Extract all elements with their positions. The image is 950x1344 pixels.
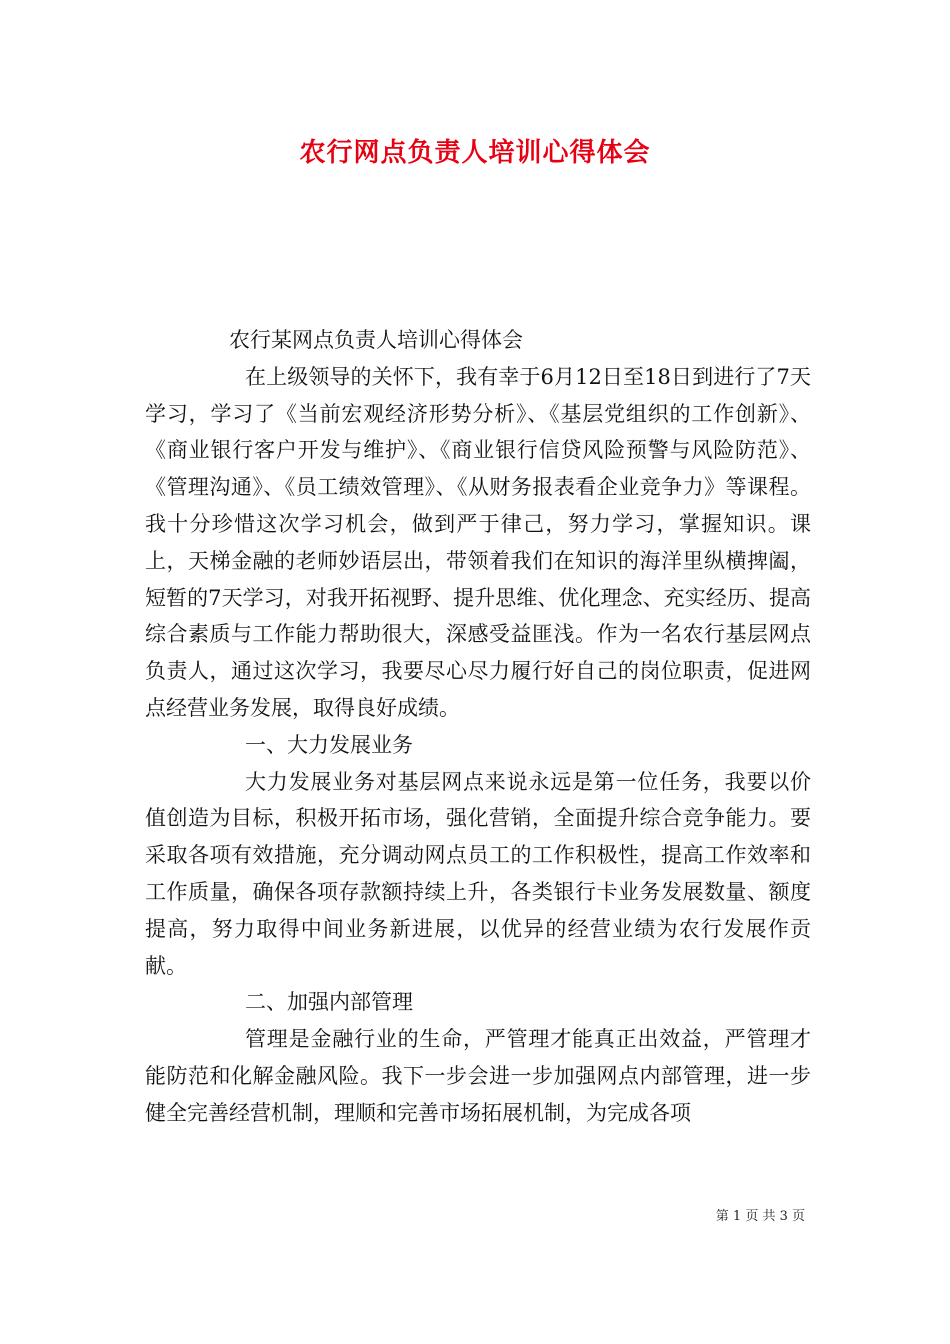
- section-heading-business: 一、大力发展业务: [245, 732, 413, 757]
- paragraph-business: 大力发展业务对基层网点来说永远是第一位任务，我要以价值创造为目标，积极开拓市场，强化营销，全面提升综合竞争能力。要采取各项有效措施，充分调动网点员工的工作积极性，提高工作效率和工作质量，确保各项存款额持续上升，各类银行卡业务发展数量、额度提高，努力取得中间业务新进展，以优异的经营业绩为农行发展作贡献。: [145, 769, 811, 978]
- page-number-footer: 第 1 页 共 3 页: [715, 1209, 805, 1224]
- section-heading-management: 二、加强内部管理: [245, 990, 413, 1015]
- document-title: 农行网点负责人培训心得体会: [299, 138, 651, 168]
- document-subtitle: 农行某网点负责人培训心得体会: [229, 328, 523, 352]
- paragraph-intro: 在上级领导的关怀下，我有幸于6月12日至18日到进行了7天学习，学习了《当前宏观经济形势分析》、《基层党组织的工作创新》、《商业银行客户开发与维护》、《商业银行信贷风险预警与风险防范》、《管理沟通》、《员工绩效管理》、《从财务报表看企业竞争力》等课程。我十分珍惜这次学习机会，做到严于律己，努力学习，掌握知识。课上，天梯金融的老师妙语层出，带领着我们在知识的海洋里纵横捭阖，短暂的7天学习，对我开拓视野、提升思维、优化理念、充实经历、提高综合素质与工作能力帮助很大，深感受益匪浅。作为一名农行基层网点负责人，通过这次学习，我要尽心尽力履行好自己的岗位职责，促进网点经营业务发展，取得良好成绩。: [145, 364, 811, 720]
- document-body: [145, 322, 811, 1132]
- paragraph-management: 管理是金融行业的生命，严管理才能真正出效益，严管理才能防范和化解金融风险。我下一步会进一步加强网点内部管理，进一步健全完善经营机制，理顺和完善市场拓展机制，为完成各项: [145, 1027, 811, 1125]
